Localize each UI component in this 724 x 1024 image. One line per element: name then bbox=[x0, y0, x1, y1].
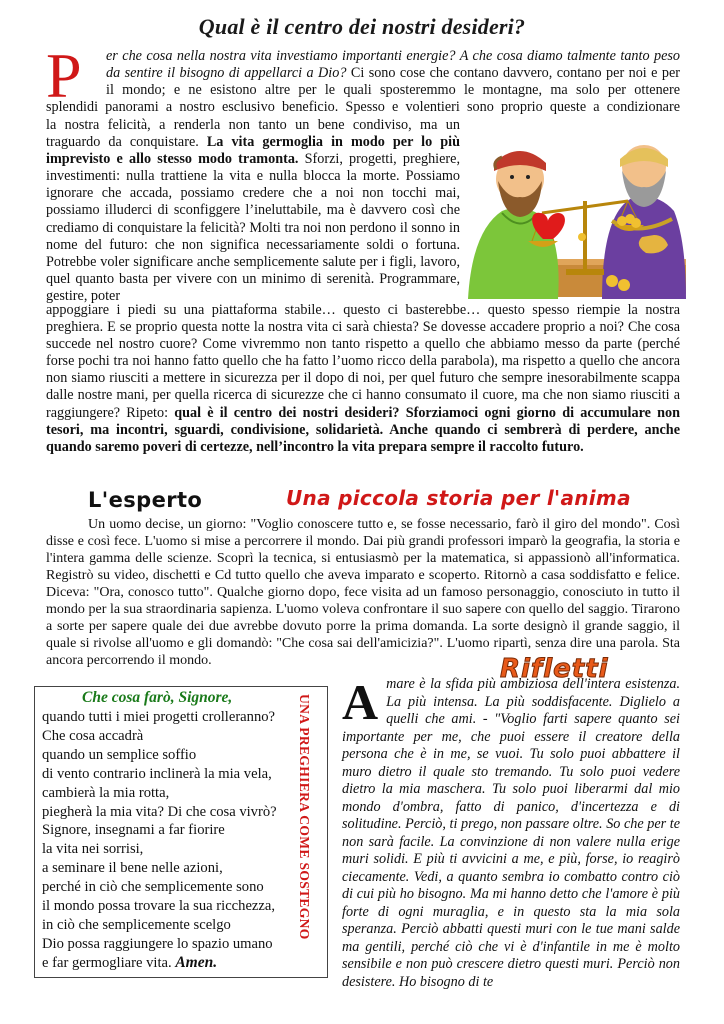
prayer-line: quando tutti i miei progetti crolleranno? bbox=[42, 709, 276, 725]
article-text-1: la nostra felicità, a renderla non tanto un bene condiviso, ma un traguardo da conquistare. bbox=[46, 117, 460, 151]
prayer-side-label bbox=[296, 694, 326, 976]
article-text-3: appoggiare i piedi su una piattaforma stabile… questo ci basterebbe… questo spesso riempie la nostra preghiera. E se proprio questa notte la nostra vita ci sarà chiesta? Se dovesse accadere proprio a noi? Che cosa succede nel nostro cuore? Come vivremmo non tanto rispetto a quello che abbiamo messo da parte (perché forse pochi tra noi hanno fatto quello che ha fatto l’uomo ricco della parabola), ma rispetto a quello che ancora non siamo riusciti a mettere in sicurezza per il dopo di noi, per quel futuro che sempre inesorabilmente scappa dalle nostre mani, per quella ricerca di sicurezze che ci hanno consumato il cuore, ma che non siamo riusciti a raggiungere? Ripeto: bbox=[46, 302, 680, 421]
page-title: Qual è il centro dei nostri desideri? bbox=[198, 14, 526, 39]
prayer-line: Che cosa accadrà bbox=[42, 727, 144, 744]
prayer-line: Dio possa raggiungere lo spazio umano bbox=[42, 935, 273, 952]
intro-line-2 bbox=[106, 65, 680, 82]
prayer-line: la vita nei sorrisi, bbox=[42, 841, 144, 858]
story-heading-left: L'esperto bbox=[88, 488, 203, 512]
prayer-text bbox=[42, 708, 292, 973]
prayer-line: piegherà la mia vita? Di che cosa vivrò? bbox=[42, 803, 277, 820]
rifletti-paragraph: mare è la sfida più ambiziosa dell'intera esistenza. La più intensa. La più soddisfacente. Diglielo a quelli che ami. - "Voglio farti sapere quanto sei importante per me, che puoi essere il creatore della persona che è in me, se vuoi. Tu solo puoi abbattere il muro dietro il quale sto tremando. Tu solo puoi vedere dietro la mia maschera. Tu solo puoi liberarmi dal mio mondo d'ombra, fatto di panico, d'incertezza e di solitudine. Perciò, ti prego, non passare oltre. So che per te non sarà facile. La convinzione di non valere nulla erige muri solidi. E più ti avvicini a me, e più, forse, io reagirò ciecamente. Vedi, a quanto sembra io combatto contro ciò di cui più ho bisogno. Ma mi hanno detto che l'amore è più forte di ogni muraglia, e in questo sta la mia sola speranza. Perciò abbatti questi muri con le tue mani salde ma gentili, perché ciò che vi è d'infantile in me è molto sensibile e non può crescere dietro questi muri. Perciò non desistere. Ho bisogno di te bbox=[342, 676, 680, 990]
article-bold-1: La vita germoglia in modo per lo più imprevisto e allo stesso modo tramonta. bbox=[46, 134, 460, 168]
intro-line-2-italic: da sentire il bisogno di appellarci a Dio? bbox=[106, 65, 347, 82]
prayer-line: quando un semplice soffio bbox=[42, 746, 197, 763]
intro-line-4: splendidi panorami a nostro esclusivo beneficio. Spesso e volentieri sono proprio queste a condizionare bbox=[46, 99, 680, 115]
story-heading-right: Una piccola storia per l'anima bbox=[286, 486, 631, 510]
article-text-2: Sforzi, progetti, preghiere, investimenti: nulla trattiene la vita e nulla blocca la morte. Possiamo ignorare che accada, possiamo credere che a noi non tocchi mai, possiamo illuderci di sconfiggere l’ineluttabile, ma è davvero così che crediamo di conquistare la felicità? Molti tra noi non perdono il sonno in nome del futuro: che non significa necessariamente soldi o fortuna. Potrebbe voler significare anche semplicemente salute per i figli, lavoro, quel quanto basta per vivere con un minimo di serenità. Programmare, gestire, poter bbox=[46, 151, 460, 304]
prayer-side-text: UNA PREGHIERA COME SOSTEGNO bbox=[297, 694, 312, 940]
prayer-line: cambierà la mia rotta, bbox=[42, 784, 170, 801]
prayer-line: in ciò che semplicemente scelgo bbox=[42, 916, 231, 933]
intro-line-2-tail: Ci sono cose che contano davvero, contano per noi e per bbox=[346, 65, 681, 82]
prayer-last-text: e far germogliare vita. bbox=[42, 954, 176, 971]
article-bottom bbox=[46, 302, 680, 456]
intro-italic bbox=[106, 48, 680, 99]
story-text bbox=[46, 516, 680, 669]
prayer-last-line bbox=[42, 954, 292, 973]
intro-line-1: er che cosa nella nostra vita investiamo importanti energie? A che cosa diamo talmente tanto peso bbox=[106, 48, 680, 64]
prayer-title: Che cosa farò, Signore, bbox=[82, 689, 233, 706]
prayer-line: perché in ciò che semplicemente sono bbox=[42, 879, 264, 896]
rifletti-heading: Rifletti bbox=[500, 654, 609, 684]
prayer-line: di vento contrario inclinerà la mia vela, bbox=[42, 765, 272, 782]
drop-cap-a: A bbox=[342, 674, 379, 730]
article-left-column bbox=[46, 117, 460, 305]
intro-line-3: il mondo; e ne esistono altre per le quali sposteremmo le montagne, ma solo per ottenere bbox=[106, 82, 680, 99]
prayer-line: il mondo possa trovare la sua ricchezza, bbox=[42, 898, 276, 915]
prayer-line: a seminare il bene nelle azioni, bbox=[42, 860, 223, 877]
prayer-line: Signore, insegnami a far fiorire bbox=[42, 822, 225, 839]
article-bold-2: qual è il centro dei nostri desideri? Sforziamoci ogni giorno di accumulare non tesori, ma incontri, sguardi, condivisione, solidarietà. Anche quando ci sembrerà di perdere, anche quando saremo poveri di certezze, nell’incontro la vita prepara sempre il raccolto futuro. bbox=[46, 404, 680, 455]
drop-cap-p: P bbox=[46, 40, 82, 111]
prayer-amen: Amen. bbox=[175, 953, 218, 971]
rifletti-text bbox=[342, 676, 680, 991]
illustration-scales bbox=[462, 141, 686, 299]
story-paragraph: Un uomo decise, un giorno: "Voglio conoscere tutto e, se fosse necessario, farò il giro del mondo". Così disse e così fece. L'uomo si mise a percorrere il mondo. Dai più grandi professori imparò la geografia, la storia e l'intera gamma delle scienze. Scoprì la tecnica, si entusiasmò per la matematica, si appassionò all'informatica. Registrò su video, dischetti e Cd tutto quello che aveva imparato e scoperto. Ritornò a casa soddisfatto e felice. Diceva: "Ora, conosco tutto". Qualche giorno dopo, fece visita ad un famoso personaggio, conosciuto in tutto il mondo per la sua straordinaria sapienza. L'uomo voleva confrontare il suo sapere con quello del saggio. Tirarono a sorte per sapere quale dei due avrebbe dovuto porre la prima domanda. La sorte designò il grande saggio, il quale si rivolse all'uomo e gli domandò: "Che cosa sai dell'amicizia?". L'uomo ripartì, senza dire una parola. Sta ancora percorrendo il mondo. bbox=[46, 517, 680, 668]
